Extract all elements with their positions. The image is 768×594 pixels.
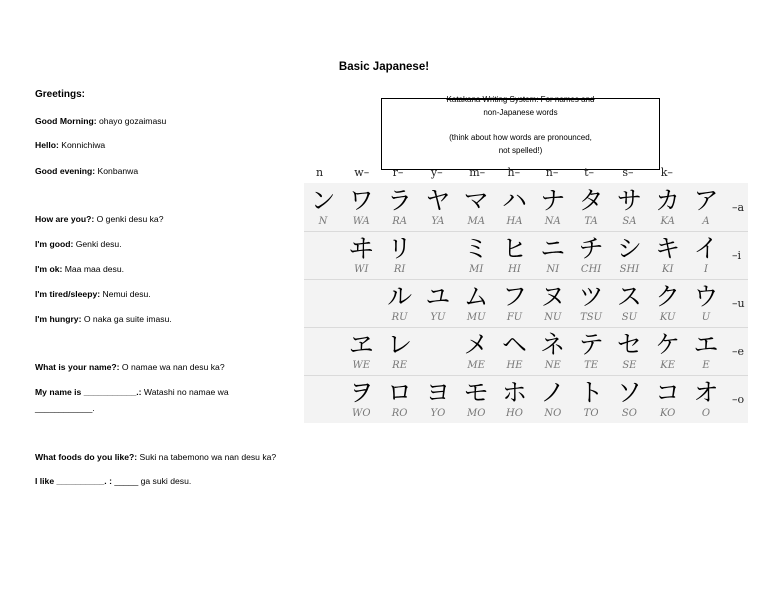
phrase-label: I'm good:: [35, 239, 74, 249]
katakana-glyph: ソ: [616, 378, 642, 407]
phrase-label: Good evening:: [35, 166, 96, 176]
romaji-label: NO: [544, 408, 562, 419]
phrase-my-name-blank: [35, 403, 95, 413]
phrase-label: I'm ok:: [35, 264, 63, 274]
phrase-label: I like __________. :: [35, 476, 112, 486]
katakana-glyph: ノ: [540, 378, 566, 407]
katakana-cell: [381, 231, 419, 279]
romaji-label: WI: [354, 264, 369, 275]
phrase-text: O naka ga suite imasu.: [81, 314, 172, 324]
romaji-label: WA: [352, 216, 370, 227]
katakana-cell: [342, 183, 380, 231]
katakana-glyph: ヒ: [501, 234, 527, 263]
katakana-glyph: テ: [578, 330, 604, 359]
romaji-label: HI: [508, 264, 521, 275]
romaji-label: SU: [621, 312, 638, 323]
katakana-glyph: タ: [578, 186, 604, 215]
romaji-label: HA: [506, 216, 523, 227]
romaji-label: RA: [392, 216, 407, 227]
romaji-label: MA: [467, 216, 485, 227]
phrase-text: Konnichiwa: [58, 140, 106, 150]
katakana-cell: [457, 327, 495, 375]
romaji-label: KO: [659, 408, 676, 419]
katakana-cell: [534, 183, 572, 231]
phrase-label: I'm hungry:: [35, 314, 82, 324]
phrase-im-good: [35, 239, 122, 249]
katakana-glyph: ユ: [425, 282, 451, 311]
romaji-label: SA: [622, 216, 637, 227]
phrase-text: Suki na tabemono wa nan desu ka?: [137, 452, 277, 462]
phrase-im-tired: [35, 289, 151, 299]
katakana-glyph: ス: [616, 282, 642, 311]
katakana-glyph: ヤ: [425, 186, 451, 215]
katakana-glyph: セ: [616, 330, 642, 359]
katakana-cell: [304, 183, 342, 231]
romaji-label: KI: [661, 264, 674, 275]
katakana-cell: [496, 231, 534, 279]
katakana-cell: [687, 183, 725, 231]
romaji-label: TE: [584, 360, 599, 371]
phrase-text: Maa maa desu.: [62, 264, 124, 274]
katakana-cell: [534, 327, 572, 375]
romaji-label: KE: [660, 360, 676, 371]
phrase-i-like: [35, 476, 191, 486]
katakana-glyph: ホ: [501, 378, 527, 407]
katakana-glyph: カ: [655, 186, 681, 215]
romaji-label: I: [704, 264, 708, 275]
katakana-cell: [610, 231, 648, 279]
textbox-line-3: (think about how words are pronounced,: [449, 133, 592, 142]
katakana-cell: [496, 279, 534, 327]
katakana-glyph: ム: [463, 282, 489, 311]
phrase-im-ok: [35, 264, 124, 274]
katakana-glyph: モ: [463, 378, 489, 407]
phrase-how-are-you: [35, 214, 164, 224]
phrase-label: Good Morning:: [35, 116, 97, 126]
katakana-glyph: ン: [310, 186, 336, 215]
phrase-good-morning: [35, 116, 166, 126]
katakana-cell: [572, 327, 610, 375]
romaji-label: MU: [466, 312, 486, 323]
katakana-cell: [457, 375, 495, 423]
katakana-cell: [649, 327, 687, 375]
katakana-cell: [419, 183, 457, 231]
katakana-glyph: ク: [655, 282, 681, 311]
phrase-text: Watashi no namae wa: [141, 387, 229, 397]
phrase-label: What is your name?:: [35, 362, 120, 372]
greetings-heading: Greetings:: [35, 89, 86, 100]
katakana-glyph: ラ: [387, 186, 413, 215]
katakana-glyph: ネ: [540, 330, 566, 359]
romaji-label: RI: [393, 264, 406, 275]
katakana-glyph: ミ: [463, 234, 489, 263]
katakana-cell: [687, 231, 725, 279]
katakana-cell: [610, 183, 648, 231]
romaji-label: A: [702, 216, 710, 227]
katakana-cell: [610, 375, 648, 423]
vowel-row-label: –i: [732, 249, 742, 262]
romaji-label: U: [701, 312, 711, 323]
textbox-line-2: non-Japanese words: [483, 108, 558, 117]
katakana-cell: [496, 327, 534, 375]
katakana-cell: [649, 231, 687, 279]
phrase-text: Genki desu.: [73, 239, 122, 249]
katakana-glyph: ヲ: [348, 378, 374, 407]
phrase-text: _____ ga suki desu.: [111, 476, 192, 486]
phrase-hello: [35, 140, 105, 150]
katakana-cell: [381, 327, 419, 375]
katakana-cell: [342, 327, 380, 375]
katakana-cell: [572, 279, 610, 327]
katakana-glyph: ヰ: [348, 234, 374, 263]
romaji-label: RU: [391, 312, 408, 323]
katakana-glyph: フ: [501, 282, 527, 311]
katakana-cell: [572, 375, 610, 423]
column-header: y–: [430, 166, 443, 179]
katakana-cell: [381, 279, 419, 327]
katakana-cell: [381, 183, 419, 231]
romaji-label: FU: [506, 312, 523, 323]
romaji-label: O: [701, 408, 711, 419]
katakana-cell: [649, 279, 687, 327]
romaji-label: NU: [544, 312, 562, 323]
katakana-glyph: リ: [387, 234, 413, 263]
romaji-label: NA: [544, 216, 561, 227]
phrase-text: O genki desu ka?: [94, 214, 164, 224]
phrase-my-name-is: [35, 387, 229, 397]
katakana-glyph: ヱ: [348, 330, 374, 359]
katakana-cell: [419, 279, 457, 327]
katakana-cell: [496, 375, 534, 423]
romaji-label: HO: [506, 408, 523, 419]
katakana-glyph: キ: [655, 234, 681, 263]
column-header: s–: [622, 166, 634, 179]
phrase-text: Nemui desu.: [100, 289, 151, 299]
phrase-what-foods: [35, 452, 276, 462]
katakana-cell: [534, 375, 572, 423]
katakana-cell: [649, 183, 687, 231]
romaji-label: SO: [621, 408, 637, 419]
romaji-label: TO: [583, 408, 599, 419]
katakana-glyph: ケ: [655, 330, 681, 359]
phrase-text: Konbanwa: [95, 166, 139, 176]
romaji-label: TA: [584, 216, 598, 227]
romaji-label: RE: [392, 360, 408, 371]
column-header: m–: [469, 166, 486, 179]
katakana-cell: [457, 231, 495, 279]
katakana-glyph: ト: [578, 378, 604, 407]
katakana-glyph: ニ: [540, 234, 566, 263]
vowel-row-label: –e: [732, 345, 745, 358]
romaji-label: WO: [352, 408, 371, 419]
romaji-label: NE: [544, 360, 561, 371]
column-header: n–: [545, 166, 559, 179]
katakana-cell: [534, 231, 572, 279]
textbox-line-4: not spelled!): [498, 146, 543, 155]
romaji-label: E: [702, 360, 710, 371]
romaji-label: SE: [622, 360, 637, 371]
column-header: t–: [584, 166, 595, 179]
column-header: k–: [660, 166, 673, 179]
romaji-label: KU: [659, 312, 676, 323]
romaji-label: HE: [506, 360, 523, 371]
column-header: h–: [507, 166, 521, 179]
katakana-glyph: チ: [578, 234, 604, 263]
katakana-cell: [687, 279, 725, 327]
romaji-label: SHI: [619, 264, 640, 275]
column-header: n: [316, 166, 324, 179]
vowel-row-label: –u: [732, 297, 745, 310]
katakana-glyph: ハ: [501, 186, 527, 215]
page-title: Basic Japanese!: [338, 61, 430, 73]
phrase-label: How are you?:: [35, 214, 95, 224]
katakana-cell: [342, 375, 380, 423]
textbox-line-1: Katakana Writing System: For names and: [446, 95, 595, 104]
katakana-cell: [610, 279, 648, 327]
romaji-label: MI: [469, 264, 484, 275]
column-header: r–: [392, 166, 404, 179]
katakana-glyph: シ: [616, 234, 642, 263]
romaji-label: CHI: [580, 264, 602, 275]
phrase-good-evening: [35, 166, 138, 176]
katakana-cell: [687, 327, 725, 375]
romaji-label: YA: [431, 216, 445, 227]
katakana-glyph: ヌ: [540, 282, 566, 311]
katakana-glyph: イ: [693, 234, 719, 263]
katakana-glyph: メ: [463, 330, 489, 359]
phrase-label: What foods do you like?:: [35, 452, 138, 462]
katakana-glyph: レ: [387, 330, 413, 359]
romaji-label: TSU: [580, 312, 603, 323]
phrase-text: O namae wa nan desu ka?: [119, 362, 225, 372]
romaji-label: YO: [430, 408, 446, 419]
katakana-glyph: ル: [387, 282, 413, 311]
phrase-label: My name is ___________.:: [35, 387, 142, 397]
vowel-row-label: –o: [732, 393, 745, 406]
romaji-label: NI: [546, 264, 560, 275]
katakana-glyph: エ: [693, 330, 719, 359]
katakana-glyph: ツ: [578, 282, 604, 311]
katakana-cell: [534, 279, 572, 327]
phrase-label: Hello:: [35, 140, 59, 150]
katakana-cell: [687, 375, 725, 423]
katakana-glyph: ヨ: [425, 378, 451, 407]
phrase-label: I'm tired/sleepy:: [35, 289, 101, 299]
katakana-glyph: ウ: [693, 282, 719, 311]
katakana-cell: [457, 183, 495, 231]
katakana-glyph: オ: [693, 378, 719, 407]
katakana-text-box: [381, 95, 660, 170]
phrase-what-is-your-name: [35, 362, 225, 372]
romaji-label: RO: [391, 408, 408, 419]
katakana-cell: [342, 231, 380, 279]
romaji-label: N: [318, 216, 328, 227]
katakana-glyph: ヘ: [501, 330, 527, 359]
vowel-row-label: –a: [732, 201, 745, 214]
katakana-cell: [610, 327, 648, 375]
column-header: w–: [354, 166, 370, 179]
romaji-label: KA: [660, 216, 675, 227]
katakana-glyph: マ: [463, 186, 489, 215]
romaji-label: MO: [466, 408, 486, 419]
katakana-glyph: ナ: [540, 186, 566, 215]
romaji-label: YU: [430, 312, 446, 323]
katakana-cell: [572, 183, 610, 231]
phrase-im-hungry: [35, 314, 172, 324]
katakana-glyph: コ: [655, 378, 681, 407]
katakana-cell: [572, 231, 610, 279]
katakana-glyph: ア: [693, 186, 719, 215]
phrase-text: ____________.: [35, 403, 95, 413]
romaji-label: WE: [352, 360, 371, 371]
katakana-cell: [457, 279, 495, 327]
phrase-text: ohayo gozaimasu: [96, 116, 167, 126]
katakana-cell: [649, 375, 687, 423]
katakana-glyph: サ: [616, 186, 642, 215]
romaji-label: ME: [467, 360, 485, 371]
katakana-glyph: ワ: [348, 186, 374, 215]
katakana-cell: [381, 375, 419, 423]
katakana-glyph: ロ: [387, 378, 413, 407]
katakana-cell: [496, 183, 534, 231]
katakana-cell: [419, 375, 457, 423]
